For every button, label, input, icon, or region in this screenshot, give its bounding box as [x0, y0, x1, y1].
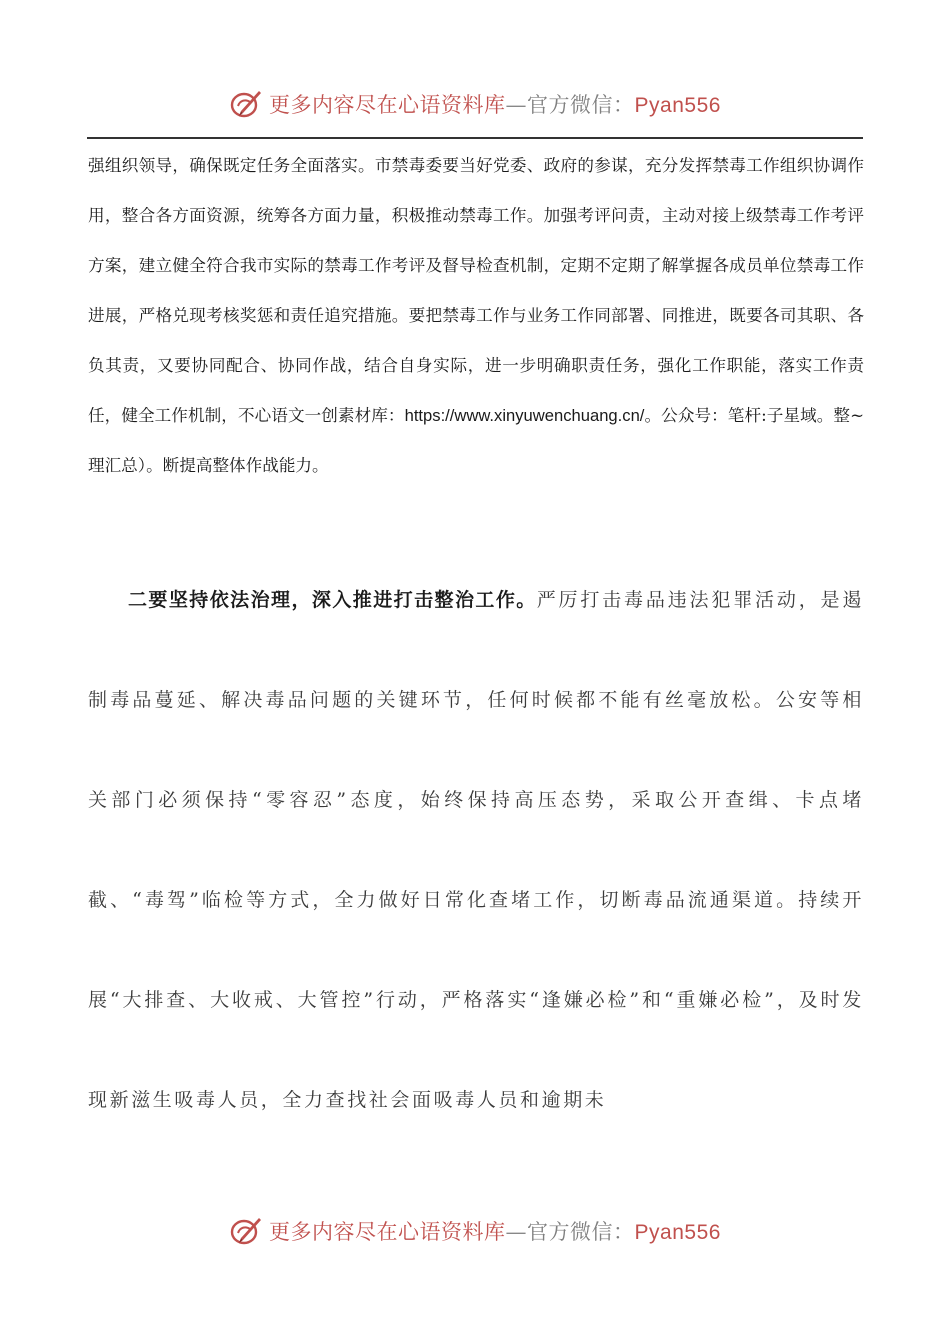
page-header [0, 84, 950, 124]
header-brand-wechat: 官方微信： [527, 93, 635, 117]
paragraph-2-lead: 二要坚持依法治理，深入推进打击整治工作。 [128, 589, 537, 611]
header-brand-dash: — [505, 93, 528, 117]
header-brand-text [269, 89, 721, 119]
header-brand [229, 87, 721, 121]
footer-brand-main: 更多内容尽在心语资料库 [269, 1220, 506, 1244]
footer-brand-id: Pyan556 [634, 1221, 721, 1244]
header-divider [87, 137, 863, 139]
pen-heart-logo-icon [229, 1214, 263, 1248]
paragraph-1-tail: 。公众号：笔杆:子星域。整~理汇总）。断提高整体作战能力。 [88, 406, 865, 475]
footer-brand-dash: — [505, 1220, 528, 1244]
footer-brand-text [269, 1216, 721, 1246]
paragraph-1 [88, 141, 864, 491]
paragraph-2-text: 严厉打击毒品违法犯罪活动，是遏制毒品蔓延、解决毒品问题的关键环节，任何时候都不能有丝毫放松。公安等相关部门必须保持“零容忍”态度，始终保持高压态势，采取公开查缉、卡点堵截、“毒驾”临检等方式，全力做好日常化查堵工作，切断毒品流通渠道。持续开展“大排查、大收戒、大管控”行动，严格落实“逢嫌必检”和“重嫌必检”，及时发现新滋生吸毒人员，全力查找社会面吸毒人员和逾期未 [88, 589, 864, 1111]
paragraph-2 [88, 550, 864, 1150]
page-footer [0, 1211, 950, 1251]
paragraph-1-url: https://www.xinyuwenchuang.cn/ [404, 406, 645, 425]
header-brand-id: Pyan556 [634, 94, 721, 117]
footer-brand-wechat: 官方微信： [527, 1220, 635, 1244]
header-brand-main: 更多内容尽在心语资料库 [269, 93, 506, 117]
paragraph-1-text: 强组织领导，确保既定任务全面落实。市禁毒委要当好党委、政府的参谋，充分发挥禁毒工作组织协调作用，整合各方面资源，统筹各方面力量，积极推动禁毒工作。加强考评问责，主动对接上级禁毒工作考评方案，建立健全符合我市实际的禁毒工作考评及督导检查机制，定期不定期了解掌握各成员单位禁毒工作进展，严格兑现考核奖惩和责任追究措施。要把禁毒工作与业务工作同部署、同推进，既要各司其职、各负其责，又要协同配合、协同作战，结合自身实际，进一步明确职责任务，强化工作职能，落实工作责任，健全工作机制，不心语文一创素材库： [88, 156, 864, 425]
footer-brand [229, 1214, 721, 1248]
pen-heart-logo-icon [229, 87, 263, 121]
